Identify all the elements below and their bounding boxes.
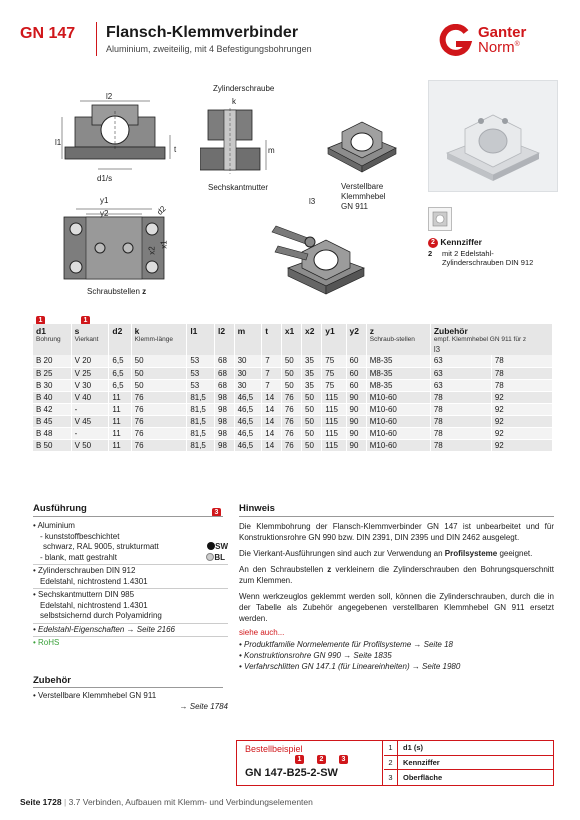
- table-cell: 7: [262, 355, 282, 367]
- table-cell: 46,5: [234, 403, 262, 415]
- item-edelstahl-link[interactable]: • Edelstahl-Eigenschaften → Seite 2166: [33, 624, 176, 634]
- header-main: Zubehör: [433, 326, 468, 336]
- header-divider: [96, 22, 97, 56]
- order-example-left: [237, 741, 383, 785]
- dim-x1: x1: [159, 240, 169, 249]
- clamp-thumbnail-icon: [429, 208, 451, 230]
- table-cell: 50: [131, 355, 187, 367]
- table-cell: 98: [215, 427, 235, 439]
- hinweis-heading: Hinweis: [239, 503, 275, 514]
- table-cell: 14: [262, 391, 282, 403]
- zubehoer-list: [33, 691, 228, 712]
- table-row: [33, 391, 553, 403]
- edelstahl-link-text[interactable]: Edelstahl-Eigenschaften → Seite 2166: [38, 624, 176, 634]
- table-cell: B 45: [33, 415, 71, 427]
- hinweis-p2a: Die Vierkant-Ausführungen sind auch zur Verwendung an: [239, 549, 445, 558]
- header-main: x2: [305, 326, 315, 336]
- table-cell: 30: [234, 379, 262, 391]
- dimensions-table: [33, 324, 553, 452]
- table-cell: 76: [131, 415, 187, 427]
- table-cell: 14: [262, 427, 282, 439]
- table-cell: 30: [234, 367, 262, 379]
- table-header-cell: [131, 324, 187, 355]
- aluminium-text: Aluminium: [37, 521, 75, 530]
- table-row: [33, 403, 553, 415]
- footer-page: Seite 1728: [20, 797, 62, 807]
- table-cell: 60: [346, 379, 366, 391]
- header-main: d2: [112, 326, 123, 336]
- table-cell: 63: [430, 367, 491, 379]
- page-title: Flansch-Klemmverbinder: [106, 24, 299, 41]
- hinweis-p3b: z: [327, 565, 332, 574]
- item-zylinder: • Zylinderschrauben DIN 912: [33, 566, 136, 575]
- kennziffer-num: 2: [428, 249, 433, 258]
- table-cell: -: [71, 403, 109, 415]
- hinweis-p2b: Profilsysteme: [444, 549, 498, 558]
- hinweis-body: [239, 521, 554, 672]
- kennziffer-heading: [428, 237, 482, 248]
- table-cell: 76: [281, 403, 301, 415]
- table-row: [33, 355, 553, 367]
- order-badges: [295, 755, 355, 764]
- header-main: d1: [36, 326, 46, 336]
- drawing-iso-view: [322, 108, 402, 176]
- order-badge-1: 1: [295, 755, 304, 764]
- list-divider: [33, 588, 228, 589]
- header-main: k: [134, 326, 140, 336]
- schraubstellen-z: z: [142, 287, 147, 296]
- header-main: l1: [190, 326, 198, 336]
- hinweis-p3a: An den Schraubstellen: [239, 565, 328, 574]
- order-badge-2: 2: [317, 755, 326, 764]
- badge-s: 1: [81, 316, 90, 325]
- sw-code: SW: [215, 542, 228, 551]
- table-cell: M8-35: [366, 367, 430, 379]
- hinweis-rule: [239, 516, 554, 517]
- table-row: [33, 379, 553, 391]
- order-legend: [384, 741, 554, 785]
- table-cell: 78: [430, 391, 491, 403]
- table-cell: 6,5: [109, 355, 131, 367]
- page-footer: [20, 797, 313, 807]
- table-header-cell: [109, 324, 131, 355]
- header-main: s: [74, 326, 80, 336]
- header-main: x1: [284, 326, 295, 336]
- ausfuehrung-heading: Ausführung: [33, 503, 87, 514]
- table-cell: 78: [491, 355, 552, 367]
- table-cell: 76: [131, 403, 187, 415]
- table-cell: 98: [215, 439, 235, 451]
- order-row-3: [384, 770, 554, 785]
- item-blank: [33, 553, 228, 564]
- table-cell: 76: [131, 439, 187, 451]
- logo-mark: ®: [514, 41, 520, 48]
- table-cell: 75: [322, 379, 346, 391]
- table-header-row: [33, 324, 553, 355]
- table-cell: M8-35: [366, 379, 430, 391]
- header-sub: Bohrung: [36, 336, 61, 343]
- table-cell: 60: [346, 367, 366, 379]
- page-subtitle: Aluminium, zweiteilig, mit 4 Befestigungsbohrungen: [106, 44, 312, 54]
- table-cell: M10-60: [366, 391, 430, 403]
- table-cell: B 48: [33, 427, 71, 439]
- blank-text: - blank, matt gestrahlt: [40, 552, 117, 562]
- label-schraubstellen: [87, 287, 146, 296]
- header-sub: Klemm-länge: [134, 336, 173, 343]
- table-cell: 46,5: [234, 415, 262, 427]
- table-cell: 50: [302, 403, 322, 415]
- table-cell: M8-35: [366, 355, 430, 367]
- table-header-cell: [234, 324, 262, 355]
- header-main: l2: [218, 326, 226, 336]
- table-cell: 50: [302, 439, 322, 451]
- link-text-3[interactable]: Verfahrschlitten GN 147.1 (für Lineareinheiten) → Seite 1980: [244, 662, 461, 671]
- table-cell: 78: [430, 439, 491, 451]
- header-l3: l3: [433, 344, 441, 354]
- dim-l2: l2: [106, 92, 113, 101]
- zyl-text-1: Zylinderschrauben DIN 912: [38, 566, 136, 575]
- table-cell: 115: [322, 415, 346, 427]
- table-cell: 50: [302, 415, 322, 427]
- dim-d2: d2: [155, 204, 168, 217]
- badge-d1: 1: [36, 316, 45, 325]
- list-divider: [33, 623, 228, 624]
- footer-sep: |: [63, 797, 67, 807]
- dim-m: m: [268, 146, 275, 155]
- kennziffer-row: [428, 249, 568, 267]
- table-cell: 81,5: [187, 415, 215, 427]
- table-cell: 76: [281, 415, 301, 427]
- list-divider: [33, 564, 228, 565]
- table-cell: 81,5: [187, 439, 215, 451]
- table-cell: 11: [109, 403, 131, 415]
- table-header-cell: [33, 324, 71, 355]
- table-cell: 68: [215, 355, 235, 367]
- item-sechskant: • Sechskantmuttern DIN 985: [33, 590, 135, 599]
- zubehoer-rule: [33, 687, 223, 688]
- dim-y1: y1: [100, 196, 109, 205]
- table-cell: 75: [322, 367, 346, 379]
- schwarz-text: schwarz, RAL 9005, strukturmatt: [43, 542, 159, 551]
- table-cell: 78: [430, 415, 491, 427]
- order-row-1: [384, 741, 554, 756]
- table-cell: 68: [215, 367, 235, 379]
- header-main: y2: [349, 326, 359, 336]
- hinweis-p4: Wenn werkzeuglos geklemmt werden soll, können die Zylinderschrauben, durch die in der Tabelle als Zubehör angegebenen verstellbaren Klemmhebel GN 911 ersetzt werden.: [239, 592, 554, 623]
- table-cell: 78: [430, 403, 491, 415]
- table-cell: 98: [215, 415, 235, 427]
- dim-x2: x2: [147, 246, 157, 255]
- table-cell: B 25: [33, 367, 71, 379]
- kennziffer-text-1: mit 2 Edelstahl-: [442, 249, 494, 258]
- table-cell: 63: [430, 355, 491, 367]
- order-num-3: 3: [384, 770, 398, 785]
- table-cell: -: [71, 427, 109, 439]
- label-zylinderschraube: Zylinderschraube: [213, 84, 275, 93]
- table-cell: 98: [215, 403, 235, 415]
- table-cell: 75: [322, 355, 346, 367]
- sechs-text-3: selbstsichernd durch Polyamidring: [40, 611, 162, 620]
- table-cell: M10-60: [366, 403, 430, 415]
- table-header-cell: [262, 324, 282, 355]
- table-cell: 90: [346, 427, 366, 439]
- table-cell: 6,5: [109, 367, 131, 379]
- table-cell: B 40: [33, 391, 71, 403]
- table-cell: 7: [262, 367, 282, 379]
- dim-k: k: [232, 97, 236, 106]
- label-verstellbare: Verstellbare: [341, 182, 384, 191]
- order-example-box: [236, 740, 554, 786]
- table-cell: 14: [262, 403, 282, 415]
- header-main: t: [265, 326, 269, 336]
- table-cell: 92: [491, 415, 552, 427]
- order-row-2: [384, 756, 554, 771]
- item-aluminium: • Aluminium: [33, 521, 75, 530]
- table-cell: 53: [187, 379, 215, 391]
- table-cell: 50: [131, 367, 187, 379]
- table-cell: 81,5: [187, 391, 215, 403]
- table-cell: 76: [281, 439, 301, 451]
- table-row: [33, 415, 553, 427]
- table-cell: 53: [187, 367, 215, 379]
- table-cell: 92: [491, 403, 552, 415]
- table-cell: 90: [346, 439, 366, 451]
- table-cell: 92: [491, 391, 552, 403]
- table-cell: V 20: [71, 355, 109, 367]
- header-main: y1: [325, 326, 335, 336]
- table-cell: M10-60: [366, 439, 430, 451]
- header-sub: Vierkant: [74, 336, 99, 343]
- sechs-text-1: Sechskantmuttern DIN 985: [38, 590, 135, 599]
- table-cell: 90: [346, 391, 366, 403]
- table-cell: 53: [187, 355, 215, 367]
- item-kunststoff: - kunststoffbeschichtet: [40, 531, 120, 541]
- table-header-cell: [187, 324, 215, 355]
- table-header-cell: [346, 324, 366, 355]
- table-cell: V 30: [71, 379, 109, 391]
- order-num-2: 2: [384, 756, 398, 770]
- drawing-iso-lever: [268, 198, 378, 303]
- product-render-icon: [429, 81, 557, 191]
- order-label: Bestellbeispiel: [245, 744, 303, 754]
- table-cell: 81,5: [187, 427, 215, 439]
- label-gn911: GN 911: [341, 202, 368, 211]
- table-header-cell: [366, 324, 430, 355]
- table-cell: 35: [302, 355, 322, 367]
- hinweis-p2: [239, 548, 554, 559]
- table-cell: 46,5: [234, 427, 262, 439]
- table-cell: 50: [302, 391, 322, 403]
- thumbnail-icon[interactable]: [428, 207, 452, 231]
- zyl-text-2: Edelstahl, nichtrostend 1.4301: [40, 576, 148, 586]
- footer-chapter: 3.7 Verbinden, Aufbauen mit Klemm- und Verbindungselementen: [68, 797, 313, 807]
- table-cell: 60: [346, 355, 366, 367]
- item-schwarz: [33, 542, 228, 553]
- drawing-front-view: [60, 95, 185, 180]
- table-cell: 115: [322, 391, 346, 403]
- table-cell: M10-60: [366, 415, 430, 427]
- ausfuehrung-rule: [33, 516, 223, 517]
- table-header-cell: [322, 324, 346, 355]
- kennziffer-title: Kennziffer: [440, 237, 482, 247]
- table-cell: 76: [131, 391, 187, 403]
- table-cell: 63: [430, 379, 491, 391]
- product-photo: [428, 80, 558, 192]
- table-cell: 6,5: [109, 379, 131, 391]
- table-cell: 115: [322, 439, 346, 451]
- table-cell: V 40: [71, 391, 109, 403]
- list-divider: [33, 636, 228, 637]
- logo-norm: Norm: [478, 39, 515, 56]
- order-badge-3: 3: [339, 755, 348, 764]
- table-cell: 90: [346, 415, 366, 427]
- sechs-text-2: Edelstahl, nichtrostend 1.4301: [40, 600, 148, 610]
- header-sub: empf. Klemmhebel GN 911 für z: [433, 336, 527, 343]
- table-cell: 30: [234, 355, 262, 367]
- table-cell: 115: [322, 403, 346, 415]
- zubehoer-page-link[interactable]: → Seite 1784: [179, 701, 228, 711]
- table-cell: 115: [322, 427, 346, 439]
- ausfuehrung-badge: [212, 504, 221, 522]
- table-cell: 92: [491, 439, 552, 451]
- table-header-cell: [281, 324, 301, 355]
- dim-t: t: [174, 145, 177, 154]
- table-cell: B 30: [33, 379, 71, 391]
- zubehoer-item: • Verstellbare Klemmhebel GN 911: [33, 691, 157, 700]
- hinweis-p3: [239, 564, 554, 586]
- dim-l3: l3: [309, 197, 316, 206]
- ganter-logo-icon: [438, 24, 474, 56]
- table-cell: 11: [109, 415, 131, 427]
- table-cell: B 50: [33, 439, 71, 451]
- table-cell: M10-60: [366, 427, 430, 439]
- badge-3: 3: [212, 508, 221, 517]
- table-cell: 35: [302, 367, 322, 379]
- sw-dot-icon: [207, 542, 215, 550]
- table-cell: 14: [262, 415, 282, 427]
- table-cell: 81,5: [187, 403, 215, 415]
- product-code: GN 147: [20, 25, 76, 42]
- table-cell: 98: [215, 391, 235, 403]
- table-cell: 68: [215, 379, 235, 391]
- drawing-top-view: [62, 205, 174, 287]
- link-konstruktionsrohre[interactable]: • Konstruktionsrohre GN 990 → Seite 1835: [239, 651, 392, 660]
- table-cell: 46,5: [234, 439, 262, 451]
- logo-text-ganter: Ganter: [478, 24, 527, 41]
- dim-d1s: d1/s: [97, 174, 113, 183]
- table-cell: 11: [109, 439, 131, 451]
- header-main: m: [237, 326, 246, 336]
- table-cell: V 25: [71, 367, 109, 379]
- table-cell: 35: [302, 379, 322, 391]
- table-cell: 50: [302, 427, 322, 439]
- table-cell: 46,5: [234, 391, 262, 403]
- bl-code: BL: [214, 552, 225, 562]
- table-cell: 50: [281, 379, 301, 391]
- table-cell: 7: [262, 379, 282, 391]
- table-header-cell: [430, 324, 552, 355]
- table-cell: 14: [262, 439, 282, 451]
- link-text-2[interactable]: Konstruktionsrohre GN 990 → Seite 1835: [244, 651, 392, 660]
- link-profilsysteme[interactable]: • Produktfamilie Normelemente für Profilsysteme → Seite 18: [239, 640, 453, 649]
- table-cell: 90: [346, 403, 366, 415]
- order-text-3: Oberfläche: [403, 772, 443, 782]
- hinweis-p3c: verkleinern die Zylinderschrauben den Bohrungsquerschnitt zum Klemmen.: [239, 565, 554, 585]
- item-rohs: • RoHS: [33, 638, 60, 647]
- table-header-cell: [71, 324, 109, 355]
- table-header-cell: [302, 324, 322, 355]
- link-text-1[interactable]: Produktfamilie Normelemente für Profilsysteme → Seite 18: [244, 640, 453, 649]
- kennziffer-text-2: Zylinderschrauben DIN 912: [442, 258, 534, 267]
- table-cell: 78: [491, 367, 552, 379]
- kennziffer-badge: 2: [428, 238, 438, 248]
- order-text-2: Kennziffer: [403, 757, 440, 767]
- label-klemmhebel: Klemmhebel: [341, 192, 386, 201]
- zubehoer-item-text: Verstellbare Klemmhebel GN 911: [38, 691, 157, 700]
- schraubstellen-text: Schraubstellen: [87, 287, 140, 296]
- dim-y2: y2: [100, 209, 109, 218]
- table-cell: 78: [491, 379, 552, 391]
- table-cell: 50: [281, 367, 301, 379]
- hinweis-p2c: geeignet.: [497, 549, 533, 558]
- table-cell: 78: [430, 427, 491, 439]
- rohs-text: RoHS: [38, 638, 60, 647]
- hinweis-p1: Die Klemmbohrung der Flansch-Klemmverbinder GN 147 ist unbearbeitet und für Konstruktionsrohre GN 990 bzw. DIN 2391, DIN 2395 und DIN 2462 ausgelegt.: [239, 522, 554, 542]
- label-sechskantmutter: Sechskantmutter: [208, 183, 269, 192]
- table-row: [33, 439, 553, 451]
- siehe-auch: siehe auch...: [239, 628, 285, 637]
- table-cell: 50: [281, 355, 301, 367]
- header-main: z: [369, 326, 374, 336]
- table-cell: B 20: [33, 355, 71, 367]
- order-text-1: d1 (s): [403, 743, 424, 753]
- table-cell: 92: [491, 427, 552, 439]
- table-cell: 50: [131, 379, 187, 391]
- table-header-cell: [215, 324, 235, 355]
- table-cell: V 45: [71, 415, 109, 427]
- table-cell: V 50: [71, 439, 109, 451]
- header-sub: Schraub-stellen: [369, 336, 415, 343]
- table-cell: B 42: [33, 403, 71, 415]
- logo-text-norm: [478, 39, 520, 56]
- order-code: GN 147-B25-2-SW: [245, 767, 338, 779]
- order-num-1: 1: [384, 741, 398, 755]
- table-row: [33, 367, 553, 379]
- table-cell: 76: [131, 427, 187, 439]
- link-verfahrschlitten[interactable]: • Verfahrschlitten GN 147.1 (für Lineareinheiten) → Seite 1980: [239, 662, 461, 671]
- table-cell: 76: [281, 391, 301, 403]
- table-cell: 11: [109, 391, 131, 403]
- table-cell: 11: [109, 427, 131, 439]
- table-cell: 76: [281, 427, 301, 439]
- zubehoer-heading: Zubehör: [33, 675, 71, 686]
- ausfuehrung-list: [33, 521, 228, 649]
- table-row: [33, 427, 553, 439]
- dim-l1: l1: [55, 138, 62, 147]
